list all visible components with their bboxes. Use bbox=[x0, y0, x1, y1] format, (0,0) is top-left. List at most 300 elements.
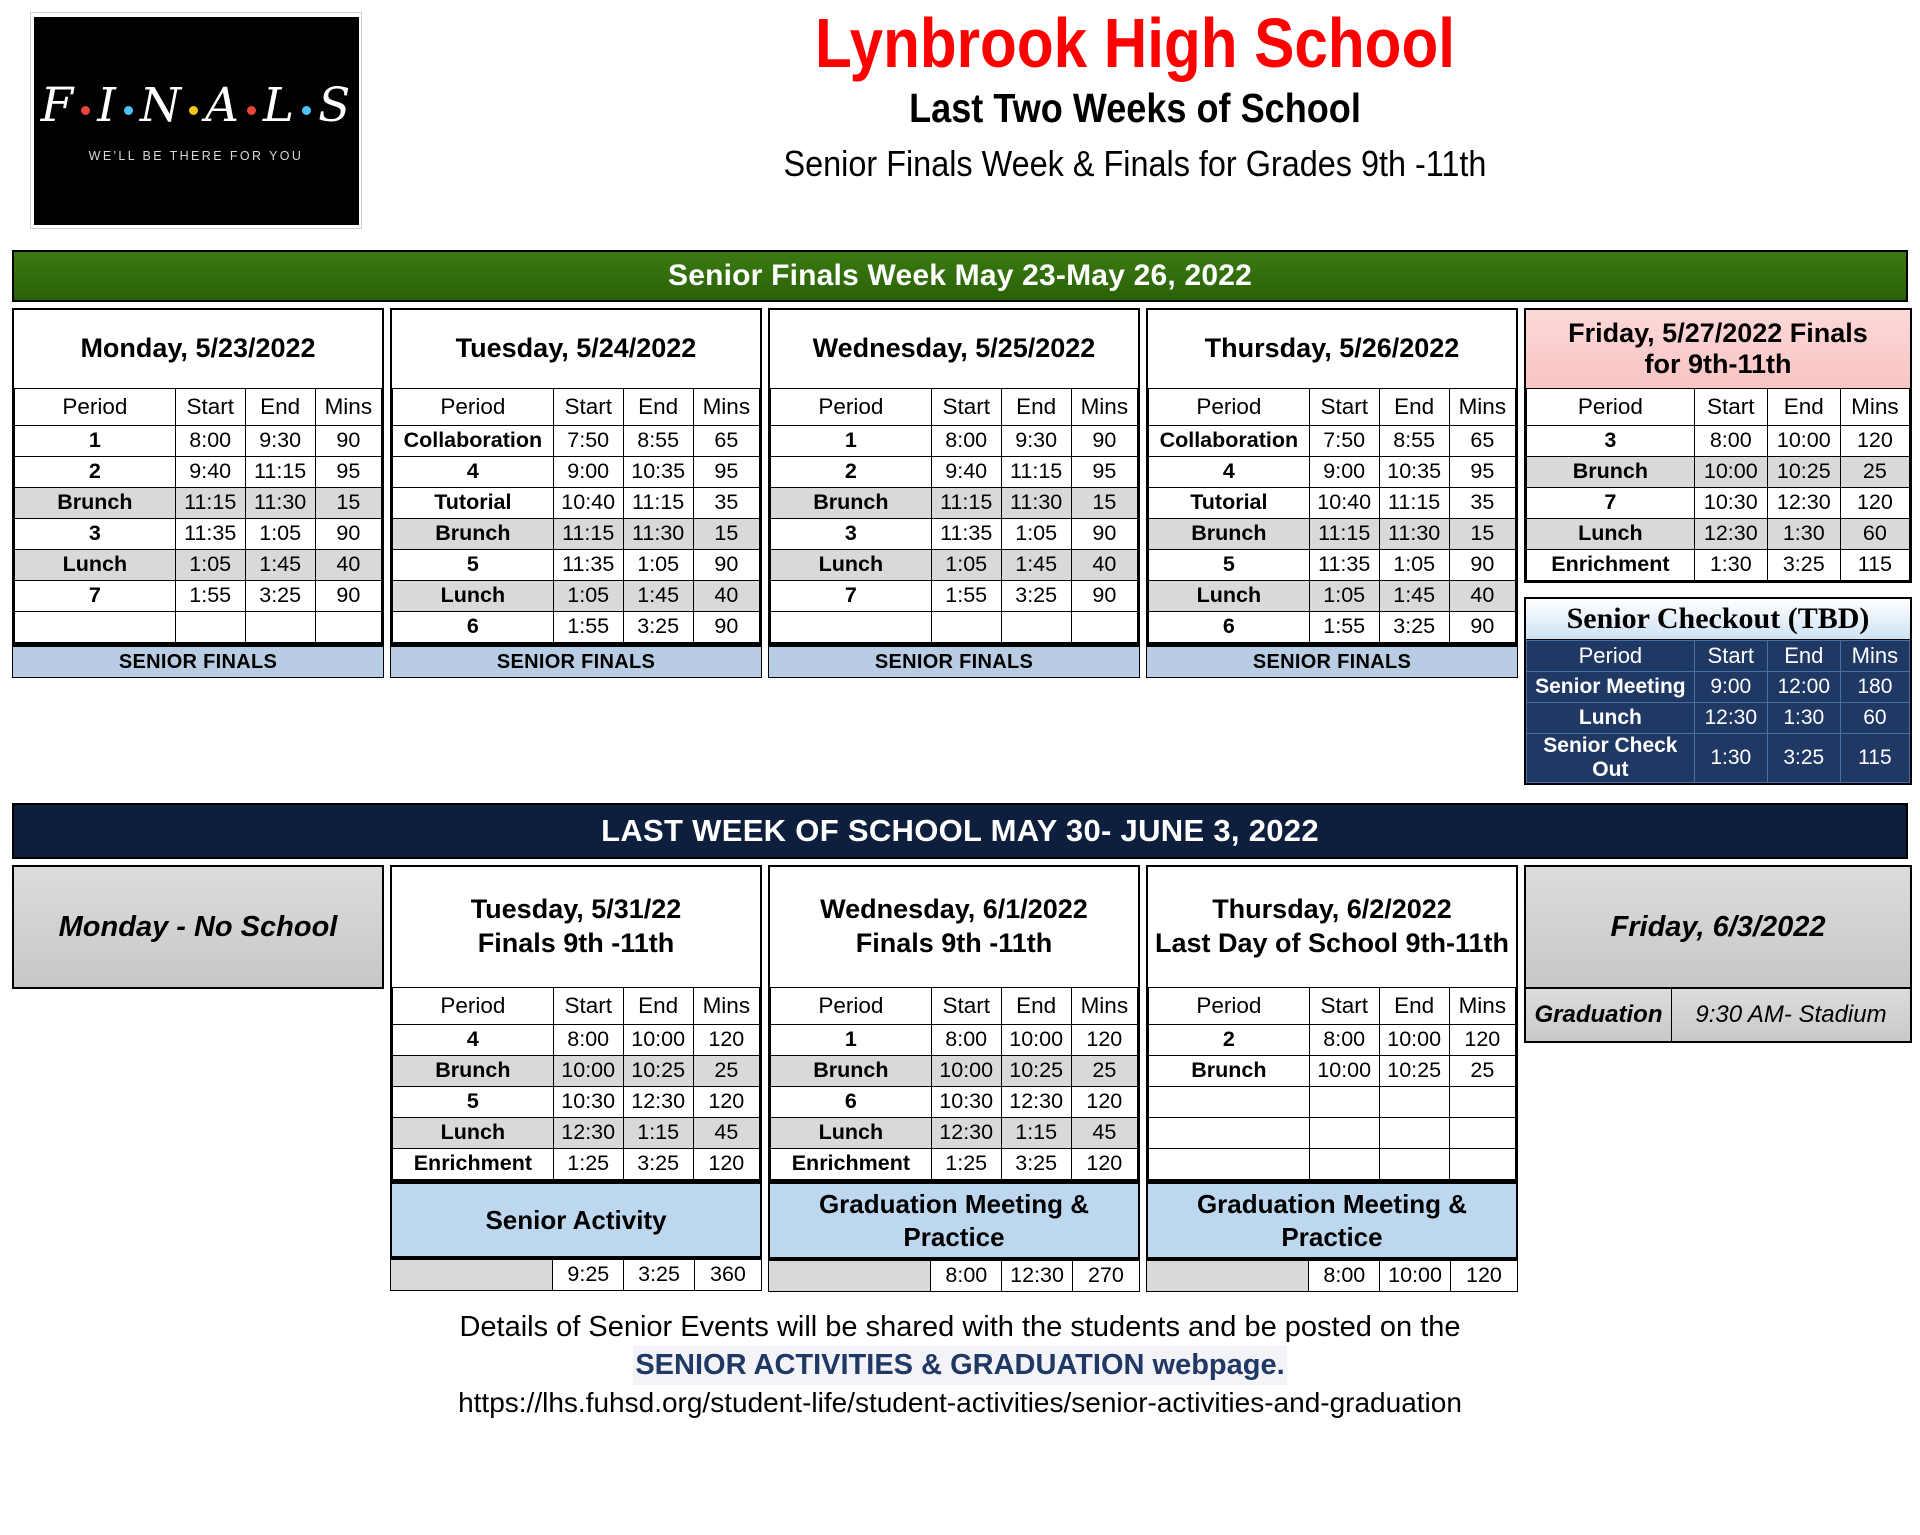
cell-mins: 25 bbox=[1071, 1056, 1137, 1087]
cell-start: 10:30 bbox=[553, 1087, 623, 1118]
cell-period: 3 bbox=[1527, 426, 1695, 457]
day-table-wrap bbox=[392, 388, 760, 643]
cell-end bbox=[245, 612, 315, 643]
day-card-thursday-62 bbox=[1146, 865, 1518, 1182]
finals-logo bbox=[30, 12, 362, 229]
day-card-tuesday bbox=[390, 308, 762, 645]
table-row bbox=[1149, 1118, 1516, 1149]
table-row bbox=[15, 488, 382, 519]
day-card-wednesday bbox=[768, 308, 1140, 645]
footer bbox=[12, 1308, 1908, 1421]
cell-end: 3:25 bbox=[624, 1259, 695, 1291]
table-row bbox=[771, 612, 1138, 643]
table-row bbox=[393, 1025, 760, 1056]
cell-end: 11:30 bbox=[1379, 519, 1449, 550]
cell-mins: 95 bbox=[315, 457, 381, 488]
cell-period: 1 bbox=[771, 426, 932, 457]
cell-end: 10:00 bbox=[1001, 1025, 1071, 1056]
cell-end: 1:45 bbox=[245, 550, 315, 581]
graduation-label: Graduation bbox=[1526, 989, 1672, 1041]
cell-start bbox=[1309, 1149, 1379, 1180]
cell-start: 11:15 bbox=[1309, 519, 1379, 550]
cell-period: Senior Meeting bbox=[1527, 672, 1695, 703]
schedule-table bbox=[770, 388, 1138, 643]
cell-end: 1:45 bbox=[1379, 581, 1449, 612]
cell-period: 1 bbox=[15, 426, 176, 457]
cell-mins: 25 bbox=[693, 1056, 759, 1087]
day-table-wrap bbox=[14, 388, 382, 643]
cell-start: 1:05 bbox=[1309, 581, 1379, 612]
header-titles bbox=[362, 0, 1908, 185]
cell-mins: 90 bbox=[1071, 581, 1137, 612]
logo-letter: N bbox=[139, 78, 182, 133]
cell-mins: 90 bbox=[1449, 550, 1515, 581]
finals-logo-wordmark bbox=[41, 78, 352, 133]
cell-period: 2 bbox=[771, 457, 932, 488]
cell-mins: 90 bbox=[315, 581, 381, 612]
cell-mins: 15 bbox=[315, 488, 381, 519]
cell-start: 1:55 bbox=[1309, 612, 1379, 643]
cell-mins: 40 bbox=[1071, 550, 1137, 581]
table-row bbox=[771, 581, 1138, 612]
logo-dot-icon bbox=[81, 106, 90, 115]
table-row bbox=[1527, 488, 1910, 519]
cell-period: Senior Check Out bbox=[1527, 734, 1695, 783]
cell-end: 11:15 bbox=[1379, 488, 1449, 519]
cell-period: Brunch bbox=[771, 488, 932, 519]
logo-letter: L bbox=[262, 78, 296, 133]
cell-end: 3:25 bbox=[245, 581, 315, 612]
day-title-friday bbox=[1526, 310, 1910, 388]
cell-period: Brunch bbox=[393, 519, 554, 550]
cell-period: 7 bbox=[771, 581, 932, 612]
cell-period: 2 bbox=[15, 457, 176, 488]
table-row bbox=[771, 550, 1138, 581]
cell-period bbox=[1149, 1118, 1310, 1149]
cell-period: Lunch bbox=[1527, 703, 1695, 734]
cell-start: 7:50 bbox=[1309, 426, 1379, 457]
cell-mins: 90 bbox=[1449, 612, 1515, 643]
cell-end: 10:25 bbox=[623, 1056, 693, 1087]
logo-dot-icon bbox=[302, 106, 311, 115]
senior-finals-banner: SENIOR FINALS bbox=[12, 645, 384, 678]
cell-end bbox=[1379, 1149, 1449, 1180]
cell-end: 10:00 bbox=[1767, 426, 1840, 457]
logo-dot-icon bbox=[189, 106, 198, 115]
activity-times-wrap bbox=[390, 1258, 762, 1291]
cell-end: 3:25 bbox=[1379, 612, 1449, 643]
table-row bbox=[1527, 550, 1910, 581]
cell-period: Brunch bbox=[393, 1056, 554, 1087]
monday-no-school-card bbox=[12, 865, 384, 989]
cell-end: 3:25 bbox=[1001, 1149, 1071, 1180]
day-card-friday bbox=[1524, 308, 1912, 583]
column-header: Mins bbox=[315, 389, 381, 426]
cell-end: 1:05 bbox=[1001, 519, 1071, 550]
logo-dot-icon bbox=[124, 106, 133, 115]
table-row bbox=[393, 488, 760, 519]
day-title bbox=[1148, 867, 1516, 987]
senior-checkout-table bbox=[1526, 640, 1910, 783]
column-header: End bbox=[1379, 389, 1449, 426]
footer-webpage-link[interactable]: SENIOR ACTIVITIES & GRADUATION webpage. bbox=[633, 1346, 1286, 1384]
cell-period: Lunch bbox=[771, 550, 932, 581]
day-title-line1: Tuesday, 5/31/22 bbox=[470, 894, 682, 925]
day-table-wrap bbox=[1148, 987, 1516, 1180]
cell-mins: 90 bbox=[693, 550, 759, 581]
table-row bbox=[1527, 426, 1910, 457]
cell-end: 11:30 bbox=[1001, 488, 1071, 519]
week2-wednesday-col bbox=[768, 865, 1140, 1292]
cell-period: 7 bbox=[1527, 488, 1695, 519]
cell-start: 10:40 bbox=[1309, 488, 1379, 519]
cell-period: 6 bbox=[393, 612, 554, 643]
table-row bbox=[771, 426, 1138, 457]
cell-mins: 95 bbox=[1449, 457, 1515, 488]
schedule-table bbox=[1148, 987, 1516, 1180]
cell-start: 7:50 bbox=[553, 426, 623, 457]
week1-days-col-4 bbox=[1146, 308, 1518, 678]
table-row bbox=[393, 457, 760, 488]
cell-start: 1:30 bbox=[1694, 550, 1767, 581]
cell-end: 1:05 bbox=[623, 550, 693, 581]
footer-line1: Details of Senior Events will be shared with the students and be posted on the bbox=[459, 1311, 1461, 1343]
activity-times-wrap bbox=[1146, 1259, 1518, 1292]
cell-start: 10:30 bbox=[931, 1087, 1001, 1118]
day-title bbox=[392, 867, 760, 987]
cell-start: 12:30 bbox=[931, 1118, 1001, 1149]
day-card-thursday bbox=[1146, 308, 1518, 645]
cell-end: 11:15 bbox=[245, 457, 315, 488]
cell-end: 12:30 bbox=[1002, 1260, 1073, 1292]
graduation-row bbox=[1524, 989, 1912, 1043]
table-row bbox=[15, 457, 382, 488]
week2-tuesday-col bbox=[390, 865, 762, 1291]
activity-label: Graduation Meeting & Practice bbox=[768, 1182, 1140, 1259]
cell-start: 9:00 bbox=[1309, 457, 1379, 488]
column-header: Period bbox=[771, 389, 932, 426]
week1-days-col-3 bbox=[768, 308, 1140, 678]
cell-mins: 40 bbox=[315, 550, 381, 581]
week1-banner: Senior Finals Week May 23-May 26, 2022 bbox=[12, 250, 1908, 302]
week2-grid bbox=[12, 865, 1908, 1292]
column-header: End bbox=[623, 988, 693, 1025]
cell-start: 12:30 bbox=[1694, 519, 1767, 550]
week1-days-col-2 bbox=[390, 308, 762, 678]
day-title: Tuesday, 5/24/2022 bbox=[455, 333, 697, 364]
senior-finals-banner: SENIOR FINALS bbox=[390, 645, 762, 678]
cell-start bbox=[1309, 1118, 1379, 1149]
table-row bbox=[771, 1149, 1138, 1180]
column-header: Period bbox=[1527, 389, 1695, 426]
cell-start: 12:30 bbox=[553, 1118, 623, 1149]
cell-period: 4 bbox=[393, 1025, 554, 1056]
table-row bbox=[393, 581, 760, 612]
friday-graduation-card bbox=[1524, 865, 1912, 989]
cell-end: 10:25 bbox=[1379, 1056, 1449, 1087]
day-title-line2: Finals 9th -11th bbox=[477, 928, 675, 958]
cell-end: 11:15 bbox=[1001, 457, 1071, 488]
cell-start bbox=[175, 612, 245, 643]
cell-end: 1:05 bbox=[245, 519, 315, 550]
cell-end: 1:15 bbox=[623, 1118, 693, 1149]
cell-period: Lunch bbox=[393, 1118, 554, 1149]
column-header: Period bbox=[15, 389, 176, 426]
header bbox=[12, 0, 1908, 250]
cell-period: 6 bbox=[1149, 612, 1310, 643]
cell-start: 11:35 bbox=[553, 550, 623, 581]
table-row bbox=[771, 457, 1138, 488]
cell-period bbox=[771, 612, 932, 643]
column-header: Mins bbox=[1071, 988, 1137, 1025]
cell-start: 1:55 bbox=[553, 612, 623, 643]
cell-start: 1:55 bbox=[931, 581, 1001, 612]
cell-end: 8:55 bbox=[1379, 426, 1449, 457]
column-header: Period bbox=[771, 988, 932, 1025]
cell-mins: 45 bbox=[1071, 1118, 1137, 1149]
senior-finals-banner: SENIOR FINALS bbox=[768, 645, 1140, 678]
cell-period: 1 bbox=[771, 1025, 932, 1056]
day-table-wrap bbox=[1148, 388, 1516, 643]
cell-end: 11:30 bbox=[623, 519, 693, 550]
cell-end: 3:25 bbox=[623, 612, 693, 643]
day-title-line1: Wednesday, 6/1/2022 bbox=[820, 894, 1088, 925]
table-row bbox=[1527, 672, 1910, 703]
cell-period: Brunch bbox=[771, 1056, 932, 1087]
column-header: Period bbox=[393, 988, 554, 1025]
table-row bbox=[1149, 1087, 1516, 1118]
table-row bbox=[1149, 519, 1516, 550]
activity-times-table bbox=[1146, 1259, 1518, 1292]
cell-period: 4 bbox=[393, 457, 554, 488]
cell-end: 12:30 bbox=[1767, 488, 1840, 519]
column-header: Period bbox=[393, 389, 554, 426]
cell-period: Lunch bbox=[1527, 519, 1695, 550]
finals-logo-inner bbox=[34, 17, 359, 225]
footer-url[interactable]: https://lhs.fuhsd.org/student-life/student-activities/senior-activities-and-graduation bbox=[458, 1386, 1462, 1418]
schedule-table bbox=[1148, 388, 1516, 643]
day-table-wrap bbox=[770, 388, 1138, 643]
column-header: Start bbox=[931, 389, 1001, 426]
schedule-table bbox=[392, 987, 760, 1180]
cell-mins: 120 bbox=[1449, 1025, 1515, 1056]
cell-mins: 120 bbox=[693, 1149, 759, 1180]
cell-period bbox=[1147, 1260, 1309, 1292]
cell-start: 8:00 bbox=[1309, 1260, 1380, 1292]
column-header: Period bbox=[1527, 641, 1695, 672]
column-header: End bbox=[245, 389, 315, 426]
cell-mins: 120 bbox=[1071, 1087, 1137, 1118]
week2-thursday-col bbox=[1146, 865, 1518, 1292]
cell-start: 10:30 bbox=[1694, 488, 1767, 519]
cell-period: Lunch bbox=[771, 1118, 932, 1149]
cell-start: 1:05 bbox=[553, 581, 623, 612]
cell-period bbox=[1149, 1087, 1310, 1118]
cell-mins: 270 bbox=[1072, 1260, 1139, 1292]
table-row bbox=[393, 612, 760, 643]
cell-mins: 35 bbox=[1449, 488, 1515, 519]
cell-mins: 120 bbox=[693, 1087, 759, 1118]
cell-start: 8:00 bbox=[553, 1025, 623, 1056]
cell-start: 1:25 bbox=[931, 1149, 1001, 1180]
cell-start: 8:00 bbox=[1309, 1025, 1379, 1056]
cell-period: 3 bbox=[15, 519, 176, 550]
cell-period bbox=[1149, 1149, 1310, 1180]
column-header: Period bbox=[1149, 988, 1310, 1025]
day-card-monday bbox=[12, 308, 384, 645]
table-row bbox=[393, 1056, 760, 1087]
table-row bbox=[15, 550, 382, 581]
cell-end: 1:15 bbox=[1001, 1118, 1071, 1149]
cell-end: 1:45 bbox=[1001, 550, 1071, 581]
table-row bbox=[1527, 519, 1910, 550]
table-row bbox=[393, 1149, 760, 1180]
cell-end: 10:35 bbox=[623, 457, 693, 488]
cell-mins: 120 bbox=[1840, 488, 1909, 519]
column-header: Start bbox=[175, 389, 245, 426]
cell-mins: 40 bbox=[1449, 581, 1515, 612]
activity-label: Graduation Meeting & Practice bbox=[1146, 1182, 1518, 1259]
cell-mins bbox=[1449, 1087, 1515, 1118]
cell-period: 5 bbox=[1149, 550, 1310, 581]
cell-mins: 25 bbox=[1840, 457, 1909, 488]
cell-mins: 15 bbox=[693, 519, 759, 550]
cell-mins: 120 bbox=[693, 1025, 759, 1056]
day-title bbox=[770, 867, 1138, 987]
cell-start: 11:15 bbox=[175, 488, 245, 519]
cell-end: 12:30 bbox=[1001, 1087, 1071, 1118]
cell-start: 9:40 bbox=[175, 457, 245, 488]
table-row bbox=[1149, 426, 1516, 457]
friday-table-wrap bbox=[1526, 388, 1910, 581]
cell-start: 10:00 bbox=[1694, 457, 1767, 488]
schedule-table bbox=[1526, 388, 1910, 581]
cell-start: 1:30 bbox=[1694, 734, 1767, 783]
cell-period bbox=[15, 612, 176, 643]
cell-start: 1:25 bbox=[553, 1149, 623, 1180]
logo-letter: A bbox=[204, 78, 240, 133]
cell-start: 1:55 bbox=[175, 581, 245, 612]
table-row bbox=[15, 612, 382, 643]
column-header: Mins bbox=[1840, 641, 1909, 672]
cell-end bbox=[1379, 1087, 1449, 1118]
activity-times-wrap bbox=[768, 1259, 1140, 1292]
day-title-line2: Finals 9th -11th bbox=[855, 928, 1053, 958]
senior-finals-banner: SENIOR FINALS bbox=[1146, 645, 1518, 678]
cell-start: 9:25 bbox=[553, 1259, 624, 1291]
column-header: Start bbox=[1694, 389, 1767, 426]
cell-mins: 65 bbox=[1449, 426, 1515, 457]
column-header: Mins bbox=[1071, 389, 1137, 426]
week1-friday-col bbox=[1524, 308, 1912, 785]
school-name: Lynbrook High School bbox=[815, 4, 1455, 82]
column-header: Start bbox=[553, 389, 623, 426]
table-row bbox=[1149, 1056, 1516, 1087]
cell-end: 8:55 bbox=[623, 426, 693, 457]
table-row bbox=[1149, 581, 1516, 612]
cell-mins: 35 bbox=[693, 488, 759, 519]
table-row bbox=[393, 1118, 760, 1149]
cell-start: 10:40 bbox=[553, 488, 623, 519]
day-title: Wednesday, 5/25/2022 bbox=[812, 333, 1096, 364]
logo-letter: I bbox=[97, 78, 117, 133]
cell-period: Enrichment bbox=[771, 1149, 932, 1180]
table-row bbox=[771, 1025, 1138, 1056]
cell-period: Lunch bbox=[393, 581, 554, 612]
table-row bbox=[1149, 457, 1516, 488]
table-row bbox=[771, 488, 1138, 519]
cell-mins: 15 bbox=[1071, 488, 1137, 519]
table-row bbox=[1527, 703, 1910, 734]
logo-letter: F bbox=[40, 78, 75, 133]
logo-letter: S bbox=[318, 78, 352, 133]
cell-mins: 90 bbox=[315, 519, 381, 550]
senior-checkout-card bbox=[1524, 597, 1912, 785]
column-header: Start bbox=[1309, 988, 1379, 1025]
cell-mins: 90 bbox=[1071, 519, 1137, 550]
table-row bbox=[15, 519, 382, 550]
day-table-wrap bbox=[770, 987, 1138, 1180]
schedule-table bbox=[770, 987, 1138, 1180]
senior-checkout-title: Senior Checkout (TBD) bbox=[1526, 599, 1910, 640]
cell-mins: 40 bbox=[693, 581, 759, 612]
column-header: Mins bbox=[1449, 389, 1515, 426]
cell-mins bbox=[1449, 1149, 1515, 1180]
cell-end: 10:35 bbox=[1379, 457, 1449, 488]
cell-start: 11:35 bbox=[931, 519, 1001, 550]
cell-mins: 65 bbox=[693, 426, 759, 457]
column-header: Start bbox=[1694, 641, 1767, 672]
activity-times-table bbox=[390, 1258, 762, 1291]
cell-start: 11:35 bbox=[175, 519, 245, 550]
cell-mins: 45 bbox=[693, 1118, 759, 1149]
column-header: Start bbox=[931, 988, 1001, 1025]
cell-mins: 120 bbox=[1071, 1025, 1137, 1056]
cell-period: Collaboration bbox=[393, 426, 554, 457]
column-header: End bbox=[1767, 641, 1840, 672]
cell-period: Brunch bbox=[15, 488, 176, 519]
activity-label: Senior Activity bbox=[390, 1182, 762, 1258]
cell-start: 10:00 bbox=[553, 1056, 623, 1087]
cell-start: 8:00 bbox=[1694, 426, 1767, 457]
day-card-tuesday-531 bbox=[390, 865, 762, 1182]
table-row bbox=[15, 581, 382, 612]
cell-mins: 115 bbox=[1840, 550, 1909, 581]
cell-end: 10:00 bbox=[1380, 1260, 1451, 1292]
cell-mins: 120 bbox=[1071, 1149, 1137, 1180]
cell-start: 10:00 bbox=[931, 1056, 1001, 1087]
graduation-time: 9:30 AM- Stadium bbox=[1695, 1001, 1887, 1028]
cell-period: Enrichment bbox=[1527, 550, 1695, 581]
column-header: End bbox=[623, 389, 693, 426]
cell-period: Brunch bbox=[1527, 457, 1695, 488]
cell-end: 1:05 bbox=[1379, 550, 1449, 581]
week2-monday-col bbox=[12, 865, 384, 989]
column-header: Start bbox=[1309, 389, 1379, 426]
friday-title-line1: Friday, 5/27/2022 Finals bbox=[1568, 317, 1868, 348]
friday-title: Friday, 6/3/2022 bbox=[1610, 910, 1826, 943]
column-header: Period bbox=[1149, 389, 1310, 426]
day-table-wrap bbox=[392, 987, 760, 1180]
column-header: End bbox=[1379, 988, 1449, 1025]
cell-mins: 360 bbox=[694, 1259, 761, 1291]
table-row bbox=[393, 426, 760, 457]
friday-title-line2: for 9th-11th bbox=[1644, 349, 1792, 379]
cell-start: 8:00 bbox=[931, 1025, 1001, 1056]
cell-mins: 60 bbox=[1840, 519, 1909, 550]
table-row bbox=[15, 426, 382, 457]
table-row bbox=[1149, 612, 1516, 643]
